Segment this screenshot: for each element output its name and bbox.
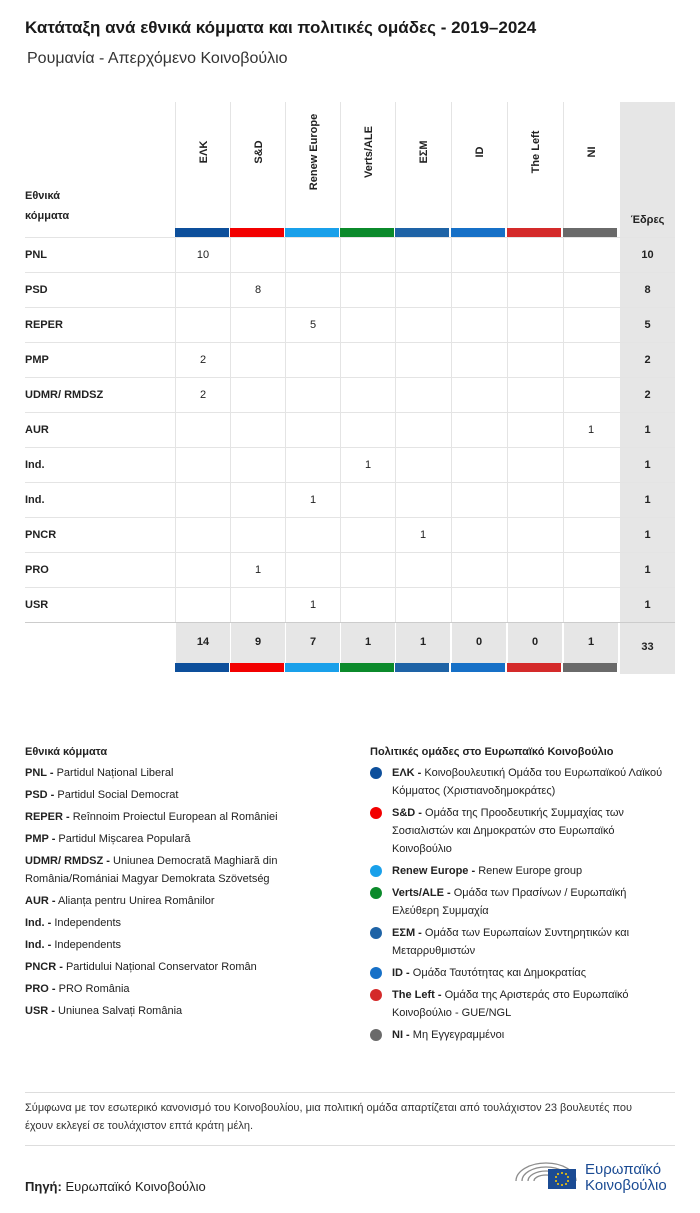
group-legend-item: [370, 804, 670, 858]
seat-cell: [175, 273, 230, 308]
party-legend-item: [25, 958, 345, 976]
group-color-dot: [370, 865, 382, 877]
group-color-dot: [370, 767, 382, 779]
seat-cell: [507, 448, 562, 483]
seat-cell: 1: [395, 518, 450, 553]
party-header-line2: κόμματα: [25, 210, 70, 222]
table-row: [25, 342, 675, 378]
group-color-bar: [395, 228, 449, 237]
party-full-name: Partidul Național Liberal: [56, 767, 174, 779]
party-full-name: Alianța pentru Unirea Românilor: [58, 895, 215, 907]
seat-cell: [230, 308, 285, 343]
seat-cell: [563, 343, 618, 378]
party-abbr: REPER -: [25, 811, 70, 823]
group-total: 14: [175, 623, 230, 663]
seat-cell: [507, 553, 562, 588]
group-legend-item: [370, 986, 670, 1022]
group-abbr: NI -: [392, 1029, 410, 1041]
source-label: Πηγή:: [25, 1179, 62, 1194]
seat-cell: [395, 483, 450, 518]
seat-cell: [340, 273, 395, 308]
seat-cell: [507, 343, 562, 378]
group-legend-item: [370, 964, 670, 982]
party-legend-title: Εθνικά κόμματα: [25, 746, 108, 758]
party-abbr: Ind. -: [25, 939, 52, 951]
party-name: PNL: [25, 249, 47, 261]
seat-cell: [175, 448, 230, 483]
seat-cell: [507, 378, 562, 413]
group-legend-item: [370, 862, 670, 880]
party-legend-item: [25, 786, 345, 804]
logo-wordmark: [585, 1162, 667, 1194]
seat-cell: 1: [340, 448, 395, 483]
group-full-name: Renew Europe group: [478, 865, 583, 877]
party-full-name: Uniunea Salvați România: [58, 1005, 183, 1017]
group-full-name: Μη Εγγεγραμμένοι: [412, 1029, 505, 1041]
seat-cell: [230, 448, 285, 483]
seat-cell: [230, 518, 285, 553]
seat-cell: [395, 378, 450, 413]
group-header-label: ΕΛΚ: [197, 140, 210, 164]
seat-cell: [451, 308, 506, 343]
seat-cell: [340, 518, 395, 553]
source-line: [25, 1179, 206, 1194]
group-color-dot: [370, 967, 382, 979]
row-seats-total: 2: [620, 378, 675, 413]
party-full-name: Uniunea Democrată Maghiară din România/Romániai Magyar Demokrata Szövetség: [25, 855, 278, 885]
party-legend-item: [25, 980, 345, 998]
seat-cell: [230, 343, 285, 378]
group-total: 7: [285, 623, 340, 663]
group-abbr: The Left -: [392, 989, 442, 1001]
seat-cell: [395, 343, 450, 378]
party-abbr: PNL -: [25, 767, 54, 779]
table-row: [25, 552, 675, 588]
seat-cell: [340, 588, 395, 623]
seat-cell: 10: [175, 238, 230, 273]
row-seats-total: 1: [620, 518, 675, 553]
row-seats-total: 10: [620, 238, 675, 273]
seat-cell: [451, 273, 506, 308]
seat-cell: [285, 343, 340, 378]
seat-cell: [395, 273, 450, 308]
party-abbr: AUR -: [25, 895, 56, 907]
party-legend: [25, 746, 345, 1024]
seat-cell: [285, 518, 340, 553]
group-color-dot: [370, 807, 382, 819]
table-row: [25, 447, 675, 483]
group-column-header: [340, 102, 396, 230]
seat-cell: 1: [563, 413, 618, 448]
group-total: 9: [230, 623, 285, 663]
group-legend-item: [370, 924, 670, 960]
seat-cell: [451, 448, 506, 483]
group-header-label: ΕΣΜ: [417, 140, 430, 164]
group-column-header: [395, 102, 451, 230]
group-total: 0: [451, 623, 506, 663]
page-subtitle: Ρουμανία - Απερχόμενο Κοινοβούλιο: [27, 50, 288, 67]
seat-cell: [285, 238, 340, 273]
seat-cell: 1: [285, 483, 340, 518]
party-name: PMP: [25, 354, 49, 366]
group-color-bar: [563, 228, 617, 237]
seat-cell: [563, 483, 618, 518]
logo-line1: Ευρωπαϊκό: [585, 1161, 662, 1178]
seat-cell: [230, 588, 285, 623]
seat-cell: [285, 413, 340, 448]
group-total: 1: [395, 623, 450, 663]
group-color-dot: [370, 989, 382, 1001]
party-legend-item: [25, 808, 345, 826]
seat-cell: [563, 553, 618, 588]
party-abbr: UDMR/ RMDSZ -: [25, 855, 110, 867]
seat-cell: [395, 238, 450, 273]
table-row: [25, 272, 675, 308]
party-header-line1: Εθνικά: [25, 190, 60, 202]
row-seats-total: 1: [620, 413, 675, 448]
seat-cell: [340, 343, 395, 378]
row-seats-total: 1: [620, 448, 675, 483]
group-full-name: Ομάδα των Ευρωπαίων Συντηρητικών και Μεταρρυθμιστών: [392, 927, 630, 957]
group-column-header: [230, 102, 286, 230]
seat-cell: [451, 413, 506, 448]
party-full-name: Reînnoim Proiectul European al României: [72, 811, 278, 823]
seat-cell: [395, 553, 450, 588]
group-total: 1: [563, 623, 618, 663]
logo-line2: Κοινοβούλιο: [585, 1177, 667, 1194]
seat-cell: [563, 238, 618, 273]
party-name: AUR: [25, 424, 49, 436]
seat-cell: [451, 553, 506, 588]
party-abbr: PRO -: [25, 983, 56, 995]
party-name: Ind.: [25, 459, 45, 471]
row-seats-total: 5: [620, 308, 675, 343]
party-legend-item: [25, 852, 345, 888]
seat-cell: [395, 588, 450, 623]
group-abbr: ΕΛΚ -: [392, 767, 422, 779]
seat-cell: [230, 238, 285, 273]
footnote: Σύμφωνα με τον εσωτερικό κανονισμό του Κοινοβουλίου, μια πολιτική ομάδα απαρτίζεται από τουλάχιστον 23 βουλευτές που έχουν εκλεγεί σε τουλάχιστον επτά κράτη μέλη.: [25, 1102, 633, 1132]
party-full-name: Partidului Național Conservator Român: [65, 961, 257, 973]
group-column-header: [175, 102, 231, 230]
group-column-header: [285, 102, 341, 230]
group-abbr: ΕΣΜ -: [392, 927, 422, 939]
seat-cell: [451, 343, 506, 378]
group-header-label: Verts/ALE: [362, 126, 375, 178]
row-seats-total: 2: [620, 343, 675, 378]
group-color-bar: [175, 228, 229, 237]
group-color-dot: [370, 927, 382, 939]
group-header-label: NI: [585, 146, 598, 158]
group-color-bar: [451, 228, 505, 237]
seat-cell: [340, 378, 395, 413]
table-row: [25, 517, 675, 553]
seat-cell: [563, 588, 618, 623]
group-header-label: Renew Europe: [307, 113, 320, 191]
seat-cell: [507, 483, 562, 518]
party-column-header: [25, 186, 69, 226]
party-full-name: Partidul Social Democrat: [57, 789, 179, 801]
group-legend-item: [370, 1026, 670, 1044]
grand-total: 33: [620, 623, 675, 674]
party-name: PSD: [25, 284, 48, 296]
group-full-name: Ομάδα της Αριστεράς στο Ευρωπαϊκό Κοινοβούλιο - GUE/NGL: [392, 989, 629, 1019]
source-value: Ευρωπαϊκό Κοινοβούλιο: [65, 1179, 206, 1194]
seat-cell: [340, 238, 395, 273]
table-row: [25, 482, 675, 518]
seat-cell: [175, 413, 230, 448]
party-legend-item: [25, 914, 345, 932]
party-abbr: USR -: [25, 1005, 55, 1017]
group-column-header: [451, 102, 507, 230]
seat-cell: 1: [285, 588, 340, 623]
row-seats-total: 1: [620, 588, 675, 623]
seat-cell: [340, 483, 395, 518]
seat-cell: [563, 273, 618, 308]
party-abbr: PNCR -: [25, 961, 63, 973]
group-header-label: S&D: [252, 140, 265, 164]
party-legend-item: [25, 830, 345, 848]
group-abbr: ID -: [392, 967, 410, 979]
seat-cell: [451, 378, 506, 413]
seat-cell: [507, 273, 562, 308]
party-name: PNCR: [25, 529, 57, 541]
seat-cell: [175, 518, 230, 553]
group-full-name: Κοινοβουλευτική Ομάδα του Ευρωπαϊκού Λαϊκού Κόμματος (Χριστιανοδημοκράτες): [392, 767, 663, 797]
party-legend-item: [25, 764, 345, 782]
party-name: Ind.: [25, 494, 45, 506]
seat-cell: [563, 378, 618, 413]
seat-cell: [175, 308, 230, 343]
group-header-label: The Left: [529, 130, 542, 174]
party-full-name: Independents: [54, 939, 122, 951]
row-seats-total: 1: [620, 483, 675, 518]
seat-cell: [340, 308, 395, 343]
party-full-name: Independents: [54, 917, 122, 929]
seat-cell: [340, 413, 395, 448]
seat-cell: [507, 238, 562, 273]
group-total: 0: [507, 623, 562, 663]
group-color-dot: [370, 1029, 382, 1041]
seat-cell: 8: [230, 273, 285, 308]
table-row: [25, 587, 675, 623]
seat-cell: [230, 483, 285, 518]
party-full-name: PRO România: [58, 983, 130, 995]
group-full-name: Ομάδα των Πρασίνων / Ευρωπαϊκή Ελεύθερη Συμμαχία: [392, 887, 627, 917]
table-row: [25, 377, 675, 413]
party-legend-item: [25, 1002, 345, 1020]
group-color-dot: [370, 887, 382, 899]
group-color-bar: [285, 228, 339, 237]
group-legend-item: [370, 884, 670, 920]
group-full-name: Ομάδα Ταυτότητας και Δημοκρατίας: [412, 967, 587, 979]
group-header-label: ID: [473, 146, 486, 158]
party-name: REPER: [25, 319, 63, 331]
party-name: PRO: [25, 564, 49, 576]
seat-cell: [340, 553, 395, 588]
divider: [25, 1145, 675, 1146]
party-full-name: Partidul Mișcarea Populară: [58, 833, 191, 845]
party-name: USR: [25, 599, 49, 611]
seat-cell: 1: [230, 553, 285, 588]
seat-cell: [230, 378, 285, 413]
seat-cell: [175, 483, 230, 518]
seat-cell: [563, 518, 618, 553]
divider: [25, 1092, 675, 1093]
group-abbr: Renew Europe -: [392, 865, 476, 877]
seat-cell: [395, 308, 450, 343]
row-seats-total: 8: [620, 273, 675, 308]
seat-cell: [451, 518, 506, 553]
group-legend: [370, 746, 670, 1048]
seat-cell: [285, 553, 340, 588]
party-abbr: PSD -: [25, 789, 55, 801]
row-seats-total: 1: [620, 553, 675, 588]
seat-cell: [451, 483, 506, 518]
seat-cell: [507, 413, 562, 448]
seat-cell: [563, 308, 618, 343]
seat-cell: 2: [175, 378, 230, 413]
seat-cell: [563, 448, 618, 483]
table-row: [25, 307, 675, 343]
group-column-header: [507, 102, 563, 230]
page-title: Κατάταξη ανά εθνικά κόμματα και πολιτικές ομάδες - 2019–2024: [25, 18, 537, 37]
group-abbr: S&D -: [392, 807, 422, 819]
totals-row: [25, 622, 675, 674]
table-row: [25, 237, 675, 273]
seat-cell: [451, 238, 506, 273]
group-column-header: [563, 102, 619, 230]
seat-cell: [175, 553, 230, 588]
seat-cell: [507, 588, 562, 623]
seat-cell: [451, 588, 506, 623]
party-legend-item: [25, 936, 345, 954]
party-abbr: PMP -: [25, 833, 56, 845]
seat-cell: [507, 518, 562, 553]
group-color-bar: [340, 228, 394, 237]
table-row: [25, 412, 675, 448]
group-legend-item: [370, 764, 670, 800]
party-name: UDMR/ RMDSZ: [25, 389, 104, 401]
seat-cell: [230, 413, 285, 448]
group-color-bar: [230, 228, 284, 237]
seat-cell: [507, 308, 562, 343]
group-abbr: Verts/ALE -: [392, 887, 451, 899]
group-color-bar: [507, 228, 561, 237]
seat-cell: [285, 273, 340, 308]
seat-cell: [285, 448, 340, 483]
group-legend-title: Πολιτικές ομάδες στο Ευρωπαϊκό Κοινοβούλιο: [370, 746, 614, 758]
seat-cell: [285, 378, 340, 413]
seat-cell: [175, 588, 230, 623]
party-legend-item: [25, 892, 345, 910]
seats-column-header: Έδρες: [630, 214, 665, 226]
seat-cell: [395, 448, 450, 483]
seat-cell: [395, 413, 450, 448]
seat-cell: 5: [285, 308, 340, 343]
group-full-name: Ομάδα της Προοδευτικής Συμμαχίας των Σοσιαλιστών και Δημοκρατών στο Ευρωπαϊκό Κοινοβούλιο: [392, 807, 624, 855]
party-abbr: Ind. -: [25, 917, 52, 929]
group-total: 1: [340, 623, 395, 663]
seat-cell: 2: [175, 343, 230, 378]
